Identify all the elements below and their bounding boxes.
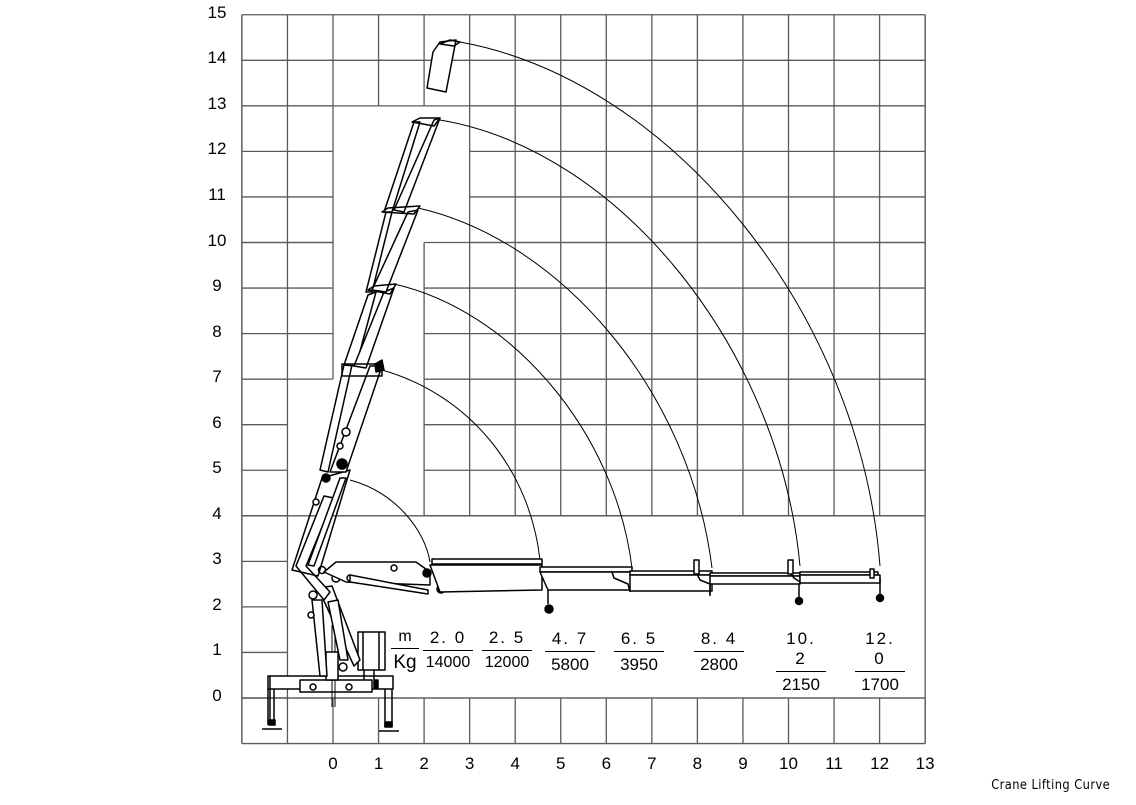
y-tick-label: 0	[212, 686, 222, 705]
x-tick-label: 2	[419, 754, 429, 773]
x-tick-label: 13	[915, 754, 935, 773]
load-reach: 10. 2	[776, 629, 826, 672]
x-tick-label: 6	[601, 754, 612, 773]
diagram-caption: Crane Lifting Curve	[991, 778, 1110, 793]
load-reach: 2. 5	[482, 628, 532, 651]
x-tick-label: 4	[510, 754, 520, 773]
load-entry	[766, 629, 836, 695]
load-weight: 2800	[700, 655, 738, 674]
load-entry	[472, 628, 542, 672]
y-tick-label: 6	[212, 412, 222, 432]
load-entry	[604, 629, 674, 675]
load-weight: 1700	[861, 675, 899, 694]
load-weight: 12000	[484, 654, 530, 671]
crane-horizontal-boom	[324, 559, 884, 613]
load-weight: 2150	[782, 675, 820, 694]
load-reach: 6. 5	[614, 629, 664, 652]
y-tick-label: 13	[207, 93, 227, 113]
y-tick-label: 12	[207, 139, 227, 159]
y-tick-label: 7	[212, 367, 222, 387]
x-tick-label: 5	[556, 754, 566, 773]
y-tick-label: 3	[212, 549, 222, 569]
crane-telescopic-boom	[292, 40, 460, 576]
y-tick-label: 14	[207, 48, 227, 68]
y-tick-label: 9	[212, 276, 222, 296]
y-tick-label: 11	[208, 184, 226, 204]
load-reach: 8. 4	[694, 629, 744, 652]
y-tick-label: 1	[212, 640, 222, 660]
crane-drawing	[262, 40, 884, 731]
reach-arcs	[350, 42, 880, 568]
load-reach: 4. 7	[545, 629, 595, 652]
x-tick-label: 7	[647, 754, 657, 773]
x-tick-label: 11	[825, 754, 843, 773]
load-entry	[684, 629, 754, 675]
x-tick-label: 9	[738, 754, 748, 773]
load-weight: 3950	[620, 655, 658, 674]
y-tick-label: 2	[212, 594, 222, 614]
load-reach: 2. 0	[423, 628, 473, 651]
load-entry	[845, 629, 915, 695]
x-tick-label: 3	[464, 754, 475, 773]
y-tick-label: 5	[212, 458, 222, 478]
unit-distance: m	[391, 628, 419, 649]
x-tick-label: 10	[779, 754, 798, 773]
x-tick-label: 12	[870, 754, 890, 773]
y-tick-label: 10	[207, 230, 227, 250]
y-tick-label: 8	[212, 321, 222, 341]
load-reach: 12. 0	[855, 629, 905, 672]
x-tick-label: 8	[692, 754, 703, 773]
load-weight: 5800	[551, 655, 589, 674]
y-tick-label: 15	[207, 2, 227, 22]
x-tick-label: 1	[373, 754, 384, 773]
load-entry	[535, 629, 605, 675]
load-weight: 14000	[425, 654, 471, 671]
unit-load: Kg	[393, 652, 417, 673]
y-tick-label: 4	[212, 503, 222, 523]
x-tick-label: 0	[328, 754, 338, 773]
